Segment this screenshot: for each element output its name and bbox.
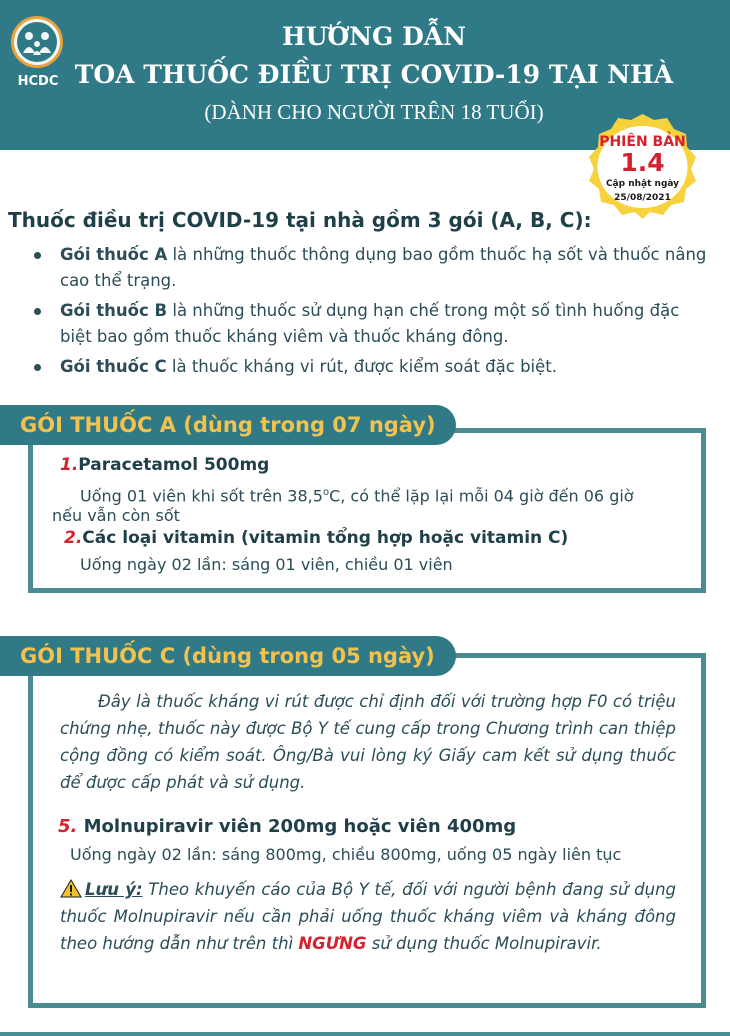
medicine-5-heading [58,816,516,837]
list-item [34,354,714,380]
intro-title: Thuốc điều trị COVID-19 tại nhà gồm 3 gói (A, B, C): [8,208,592,232]
package-a-title: GÓI THUỐC A (dùng trong 07 ngày) [0,405,456,445]
medicine-5-dosage: Uống ngày 02 lần: sáng 800mg, chiều 800mg, uống 05 ngày liên tục [70,845,622,864]
list-item [34,242,714,294]
medicine-2-heading [64,528,568,548]
package-name: Gói thuốc B [60,301,168,320]
medicine-name: Molnupiravir viên 200mg hoặc viên 400mg [77,816,517,837]
medicine-2-dosage: Uống ngày 02 lần: sáng 01 viên, chiều 01 viên [80,555,453,574]
medicine-number: 1. [60,455,79,475]
package-list [34,242,714,384]
title-line-3: (DÀNH CHO NGƯỜI TRÊN 18 TUỔI) [204,100,544,124]
dosage-text: C, có thể lặp lại mỗi 04 giờ đến 06 giờ [329,486,634,506]
note-text-end: sử dụng thuốc Molnupiravir. [366,934,602,953]
package-desc: là những thuốc thông dụng bao gồm thuốc hạ sốt và thuốc nâng cao thể trạng. [60,245,707,290]
medicine-number: 5. [58,816,78,837]
note-text: Theo khuyến cáo của Bộ Y tế, đối với người bệnh đang sử dụng thuốc Molnupiravir nếu cần phải uống thuốc kháng viêm và kháng đông theo hướng dẫn như trên thì [60,880,677,953]
degree-mark: o [322,487,330,498]
badge-date: 25/08/2021 [614,193,671,203]
title-line-1: HƯỚNG DẪN [281,22,467,51]
hcdc-logo [5,12,71,90]
warning-note [60,876,676,957]
family-icon [11,16,63,68]
package-desc: là thuốc kháng vi rút, được kiểm soát đặc biệt. [166,357,558,376]
logo-text: HCDC [17,74,59,89]
badge-version: 1.4 [620,148,665,177]
medicine-number: 2. [64,528,83,548]
badge-label: PHIÊN BẢN [599,134,686,150]
bottom-border [0,1032,730,1036]
medicine-1-heading [60,455,269,475]
package-name: Gói thuốc A [60,245,168,264]
package-c-title: GÓI THUỐC C (dùng trong 05 ngày) [0,636,456,676]
dosage-text: Uống 01 viên khi sốt trên 38,5 [80,486,323,506]
badge-update-label: Cập nhật ngày [605,179,680,189]
medicine-1-dosage-cont: nếu vẫn còn sốt [52,506,180,525]
medicine-name: Các loại vitamin (vitamin tổng hợp hoặc vitamin C) [82,528,569,548]
warning-icon [60,879,82,898]
package-name: Gói thuốc C [60,357,167,376]
stop-keyword: NGƯNG [298,934,367,953]
title-line-2: TOA THUỐC ĐIỀU TRỊ COVID-19 TẠI NHÀ [74,60,674,89]
version-badge [580,112,705,220]
list-item [34,298,714,350]
package-c-paragraph: Đây là thuốc kháng vi rút được chỉ định đối với trường hợp F0 có triệu chứng nhẹ, thuốc này được Bộ Y tế cung cấp trong Chương trình can thiệp cộng đồng có kiểm soát. Ông/Bà vui lòng ký Giấy cam kết sử dụng thuốc để được cấp phát và sử dụng. [60,692,676,792]
package-desc: là những thuốc sử dụng hạn chế trong một số tình huống đặc biệt bao gồm thuốc kháng viêm và thuốc kháng đông. [60,301,680,346]
medicine-name: Paracetamol 500mg [78,455,270,475]
note-label: Lưu ý: [85,880,143,899]
